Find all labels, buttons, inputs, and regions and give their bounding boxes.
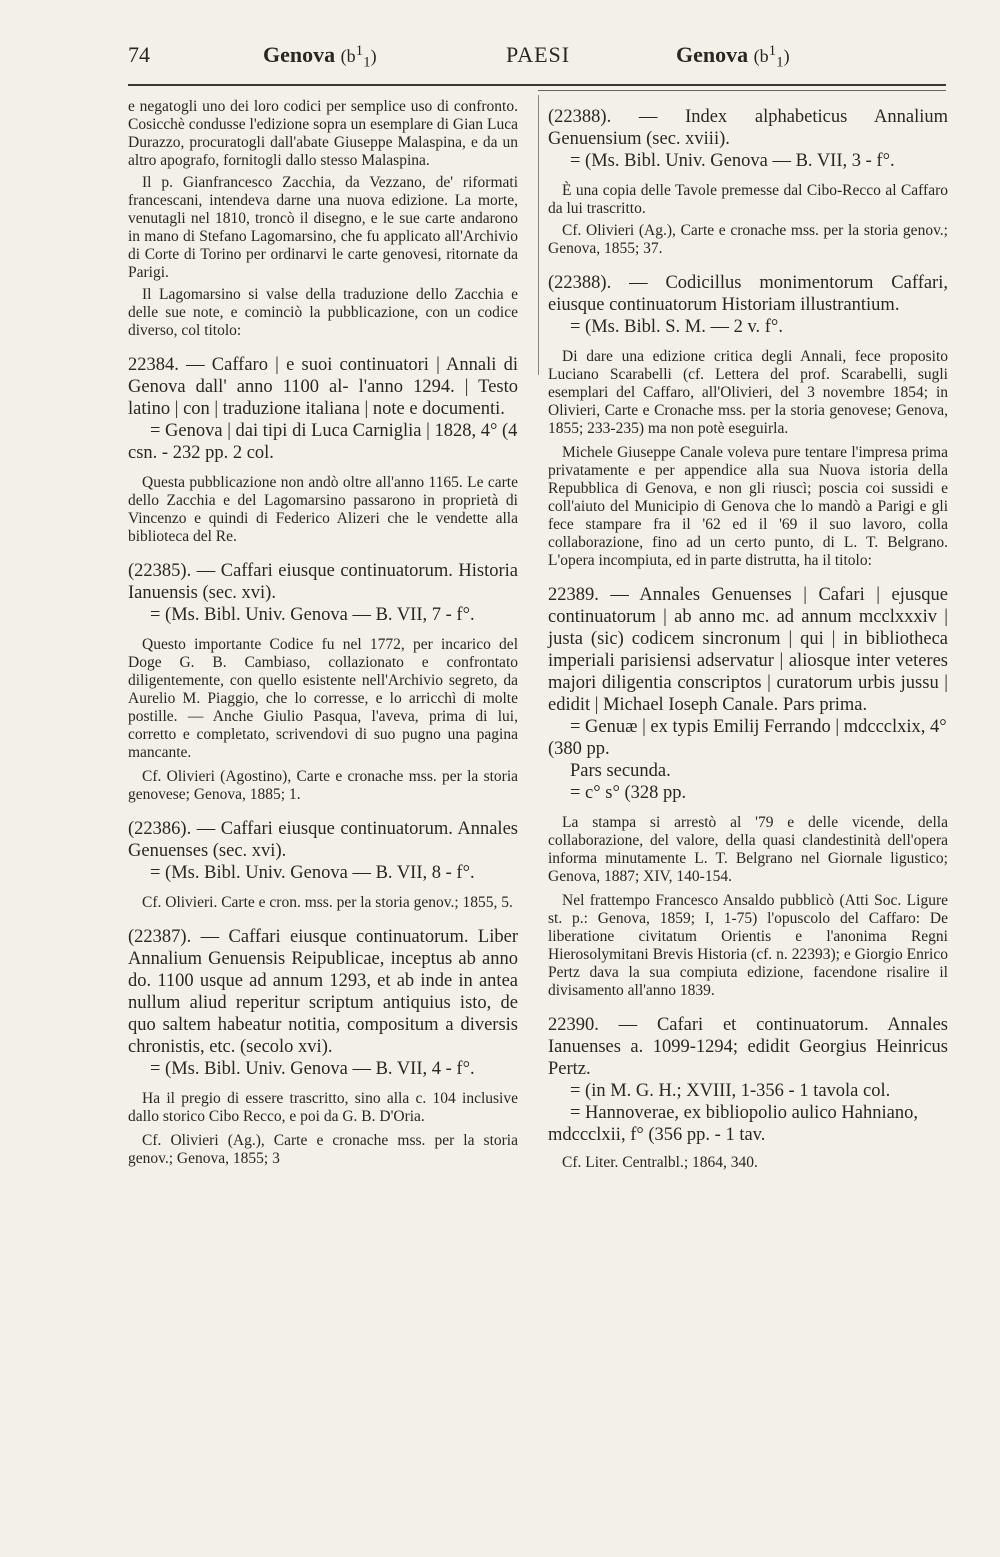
page-number: 74 — [128, 42, 150, 67]
paragraph: Questa pubblicazione non andò oltre all'anno 1165. Le carte dello Zacchia e del Lagomarsino passarono in proprietà di Vincenzo e quindi di Federico Alizeri che le vendette alla biblioteca del Re. — [128, 474, 518, 545]
paragraph: Il Lagomarsino si valse della traduzione dello Zacchia e delle sue note, e cominciò la pubblicazione, con un codice diverso, col titolo: — [128, 286, 518, 339]
header-left-title: Genova $(b^1_1)$ — [263, 42, 377, 71]
entry-22384: 22384. — Caffaro | e suoi continuatori | Annali di Genova dall' anno 1100 al- l'anno 1294. | Testo latino | con | traduzione italiana | note e documenti. — [128, 355, 518, 419]
entry-22390: 22390. — Cafari et continuatorum. Annales Ianuenses a. 1099-1294; edidit Georgius Heinricus Pertz. — [548, 1015, 948, 1079]
entry-22389: 22389. — Annales Genuenses | Cafari | ejusque continuatorum | ab anno mc. ad annum mcclxxxiv | justa (sic) codicem sincronum | qui | in bibliotheca imperiali parisiensi adservatur | aliosque inter veteres majori diligentia conscriptos | curatorum urbis jussu | edidit | Michael Ioseph Canale. Pars prima. — [548, 585, 948, 715]
paragraph: Il p. Gianfrancesco Zacchia, da Vezzano, de' riformati francescani, intendeva darne una nuova edizione. La morte, venutagli nel 1810, troncò il disegno, e le sue carte andarono in mano di Stefano Lagomarsino, che fu applicato all'Archivio di Corte di Torino per ordinarvi le carte genovesi, ritornate da Parigi. — [128, 174, 518, 281]
entry-22386: (22386). — Caffari eiusque continuatorum. Annales Genuenses (sec. xvi). — [128, 819, 518, 861]
citation: Cf. Olivieri. Carte e cron. mss. per la storia genov.; 1855, 5. — [142, 894, 513, 911]
paragraph: Nel frattempo Francesco Ansaldo pubblicò (Atti Soc. Ligure st. p.: Genova, 1859; I, 1-75) l'opuscolo del Caffaro: De liberatione civitatum Orientis e l'anonima Regni Hierosolymitani Brevis Historia (cf. n. 22393); e Giorgio Enrico Pertz dava la sua compiuta edizione, facendone risalire il divisamento all'anno 1839. — [548, 892, 948, 999]
entry-imprint: = Genuæ | ex typis Emilij Ferrando | mdccclxix, 4° (380 pp. — [548, 717, 947, 759]
entry-imprint: = (Ms. Bibl. Univ. Genova — B. VII, 3 - f°. — [570, 151, 895, 171]
entry-imprint: = (Ms. Bibl. S. M. — 2 v. f°. — [570, 317, 783, 337]
entry-imprint: Pars secunda. — [570, 761, 671, 781]
left-column — [128, 98, 518, 1168]
entry-imprint: = Hannoverae, ex bibliopolio aulico Hahniano, mdccclxii, f° (356 pp. - 1 tav. — [548, 1103, 918, 1145]
entry-imprint: = (Ms. Bibl. Univ. Genova — B. VII, 7 - f°. — [150, 605, 475, 625]
citation: Cf. Olivieri (Ag.), Carte e cronache mss. per la storia genov.; Genova, 1855; 37. — [548, 222, 948, 257]
entry-imprint: = (Ms. Bibl. Univ. Genova — B. VII, 8 - f°. — [150, 863, 475, 883]
column-divider — [538, 95, 539, 375]
entry-imprint: = c° s° (328 pp. — [570, 783, 687, 803]
paragraph: La stampa si arrestò al '79 e delle vicende, della collaborazione, del valore, della quasi clandestinità dell'opera informa minutamente L. T. Belgrano nel Giornale ligustico; Genova, 1887; XIV, 140-154. — [548, 814, 948, 885]
paragraph: Michele Giuseppe Canale voleva pure tentare l'impresa prima privatamente e per appendice alla sua Nuova istoria della Repubblica di Genova, e non gli riuscì; poscia coi sussidi e coll'aiuto del Municipio di Genova che lo mandò a Parigi e gli fece stampare fra il '62 ed il '69 il suo lavoro, colla collaborazione, fino ad un certo punto, di L. T. Belgrano. L'opera incompiuta, ed in parte distrutta, ha il titolo: — [548, 444, 948, 569]
header-rule-secondary — [538, 90, 946, 91]
entry-22385: (22385). — Caffari eiusque continuatorum. Historia Ianuensis (sec. xvi). — [128, 561, 518, 603]
right-column — [548, 98, 948, 1172]
entry-22388-codicillus: (22388). — Codicillus monimentorum Caffari, eiusque continuatorum Historiam illustrantium. — [548, 273, 948, 315]
header-section: PAESI — [506, 42, 571, 67]
paragraph: È una copia delle Tavole premesse dal Cibo-Recco al Caffaro da lui trascritto. — [548, 182, 948, 217]
citation: Cf. Olivieri (Ag.), Carte e cronache mss. per la storia genov.; Genova, 1855; 3 — [128, 1132, 518, 1167]
citation: Cf. Liter. Centralbl.; 1864, 340. — [562, 1154, 758, 1171]
entry-22388-index: (22388). — Index alphabeticus Annalium Genuensium (sec. xviii). — [548, 107, 948, 149]
running-header — [128, 42, 948, 82]
citation: Cf. Olivieri (Agostino), Carte e cronache mss. per la storia genovese; Genova, 1885; 1. — [128, 768, 518, 803]
entry-imprint: = (Ms. Bibl. Univ. Genova — B. VII, 4 - f°. — [150, 1059, 475, 1079]
paragraph: Di dare una edizione critica degli Annali, fece proposito Luciano Scarabelli (cf. Lettera del prof. Scarabelli, sugli esemplari del Caffaro, all'Olivieri, del 3 novembre 1854; in Olivieri, Carte e Cronache mss. per la storia genovese; Genova, 1855; 233-235) ma non potè eseguirla. — [548, 348, 948, 437]
paragraph: Questo importante Codice fu nel 1772, per incarico del Doge G. B. Cambiaso, collazionato e confrontato diligentemente, con quello esistente nell'Archivio segreto, da Aurelio M. Piaggio, che lo corresse, e lo arricchì di molte postille. — Anche Giulio Pasqua, l'aveva, prima di lui, corretto e completato, scrivendovi di suo pugno una pagina mancante. — [128, 636, 518, 761]
entry-22387: (22387). — Caffari eiusque continuatorum. Liber Annalium Genuensis Reipublicae, inceptus ab anno do. 1100 usque ad annum 1293, et ab inde in antea nullum aliud reperitur scriptum antiquius isto, de quo saltem habeatur notitia, compositum a diversis chronistis, etc. (secolo xvi). — [128, 927, 518, 1057]
paragraph: e negatogli uno dei loro codici per semplice uso di confronto. Cosicchè condusse l'edizione sopra un esemplare di Gian Luca Durazzo, procuratogli dall'abate Giuseppe Malaspina, e da un altro apografo, fornitogli dallo stesso Malaspina. — [128, 98, 518, 169]
entry-imprint: = Genova | dai tipi di Luca Carniglia | 1828, 4° (4 csn. - 232 pp. 2 col. — [128, 421, 518, 463]
header-rule — [128, 84, 946, 86]
entry-imprint: = (in M. G. H.; XVIII, 1-356 - 1 tavola col. — [570, 1081, 891, 1101]
header-right-title: Genova $(b^1_1)$ — [676, 42, 790, 71]
paragraph: Ha il pregio di essere trascritto, sino alla c. 104 inclusive dallo storico Cibo Recco, e poi da G. B. D'Oria. — [128, 1090, 518, 1125]
